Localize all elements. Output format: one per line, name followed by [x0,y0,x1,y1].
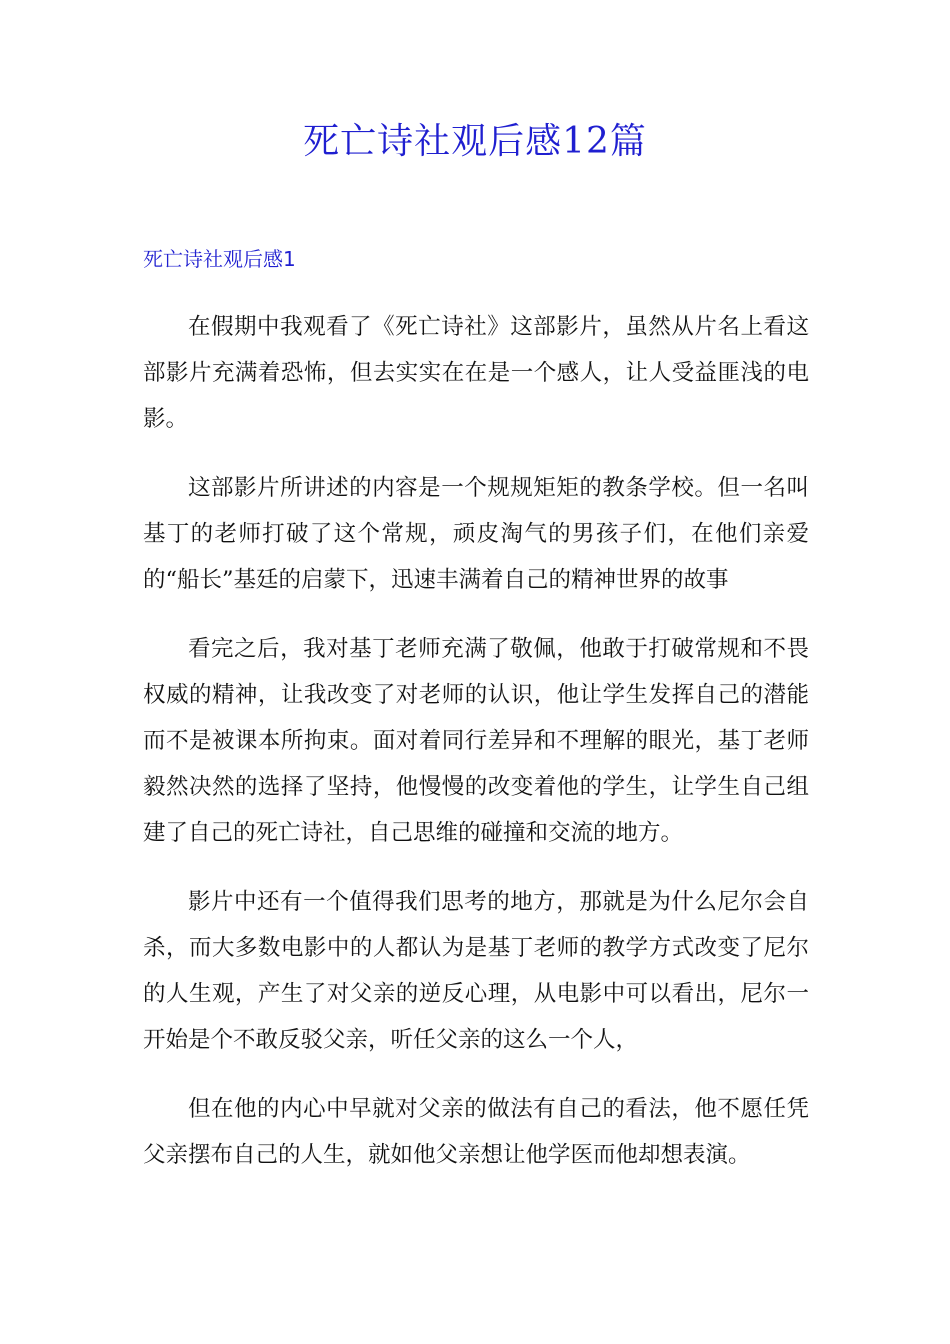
paragraph-5: 但在他的内心中早就对父亲的做法有自己的看法，他不愿任凭父亲摆布自己的人生，就如他父亲想让他学医而他却想表演。 [143,1096,809,1168]
paragraph-1: 在假期中我观看了《死亡诗社》这部影片，虽然从片名上看这部影片充满着恐怖，但去实实在在是一个感人，让人受益匪浅的电影。 [143,314,809,432]
document-body [143,304,809,1201]
paragraph-3: 看完之后，我对基丁老师充满了敬佩，他敢于打破常规和不畏权威的精神，让我改变了对老师的认识，他让学生发挥自己的潜能而不是被课本所拘束。面对着同行差异和不理解的眼光，基丁老师毅然决然的选择了坚持，他慢慢的改变着他的学生，让学生自己组建了自己的死亡诗社，自己思维的碰撞和交流的地方。 [143,636,809,846]
section-heading: 死亡诗社观后感1 [143,247,296,271]
paragraph-2: 这部影片所讲述的内容是一个规规矩矩的教条学校。但一名叫基丁的老师打破了这个常规，顽皮淘气的男孩子们，在他们亲爱的“船长”基廷的启蒙下，迅速丰满着自己的精神世界的故事 [143,475,809,593]
document-title: 死亡诗社观后感12篇 [303,121,647,162]
paragraph-4: 影片中还有一个值得我们思考的地方，那就是为什么尼尔会自杀，而大多数电影中的人都认为是基丁老师的教学方式改变了尼尔的人生观，产生了对父亲的逆反心理，从电影中可以看出，尼尔一开始是个不敢反驳父亲，听任父亲的这么一个人， [143,889,809,1053]
